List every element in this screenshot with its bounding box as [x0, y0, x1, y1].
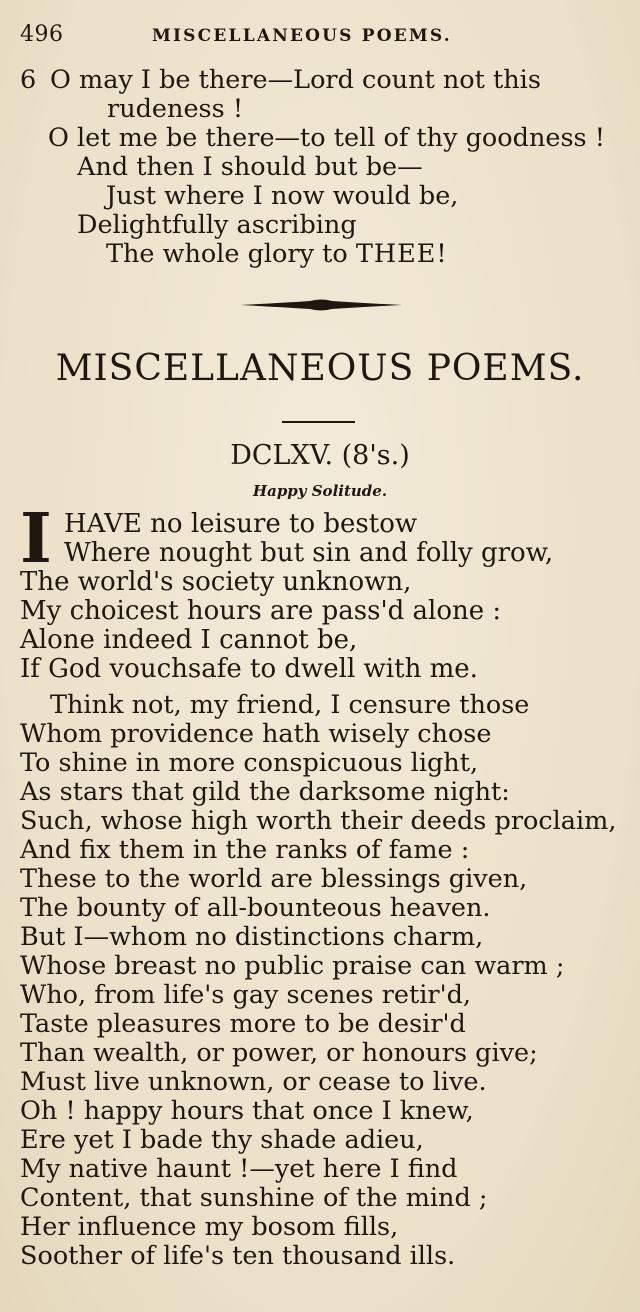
poem-line: Think not, my friend, I censure those [50, 690, 530, 720]
poem-line: My choicest hours are pass'd alone : [20, 596, 502, 626]
opening-word: HAVE [64, 509, 142, 539]
ornamental-rule [240, 297, 402, 313]
poem-line: The world's society unknown, [20, 567, 412, 597]
verse-line: 6 O may I be there—Lord count not this [20, 65, 541, 95]
divider [282, 421, 355, 423]
poem-line: If God vouchsafe to dwell with me. [20, 654, 478, 684]
poem-line: Where nought but sin and folly grow, [64, 538, 554, 568]
verse-line: O let me be there—to tell of thy goodness ! [48, 123, 605, 153]
poem-line: Than wealth, or power, or honours give; [20, 1038, 538, 1068]
poem-line: Oh ! happy hours that once I knew, [20, 1096, 474, 1126]
drop-cap: I [20, 499, 52, 579]
poem-line: As stars that gild the darksome night: [20, 777, 510, 807]
page-number: 496 [20, 22, 64, 47]
poem-line: To shine in more conspicuous light, [20, 748, 479, 778]
poem-line: HAVE no leisure to bestow [64, 509, 418, 539]
verse-line: Just where I now would be, [106, 181, 459, 211]
verse-line: The whole glory to THEE! [106, 239, 447, 269]
verse-line: Delightfully ascribing [77, 210, 357, 240]
verse-line: And then I should but be— [77, 152, 423, 182]
poem-line: Such, whose high worth their deeds proclaim, [20, 806, 617, 836]
section-title: MISCELLANEOUS POEMS. [55, 348, 585, 389]
poem-line: But I—whom no distinctions charm, [20, 922, 484, 952]
hymn-number: DCLXV. (8's.) [230, 440, 410, 471]
hymn-subtitle: Happy Solitude. [252, 482, 388, 500]
poem-line: Whose breast no public praise can warm ; [20, 951, 565, 981]
poem-line: Her influence my bosom fills, [20, 1212, 399, 1242]
poem-line: Taste pleasures more to be desir'd [20, 1009, 466, 1039]
poem-line: And fix them in the ranks of fame : [20, 835, 470, 865]
poem-line: Must live unknown, or cease to live. [20, 1067, 487, 1097]
verse-number: 6 [20, 65, 37, 95]
verse-line: rudeness ! [107, 94, 244, 124]
poem-line: Ere yet I bade thy shade adieu, [20, 1125, 424, 1155]
poem-line: These to the world are blessings given, [20, 864, 528, 894]
poem-line: My native haunt !—yet here I find [20, 1154, 458, 1184]
running-head: MISCELLANEOUS POEMS. [152, 26, 452, 46]
poem-line: Soother of life's ten thousand ills. [20, 1241, 456, 1271]
poem-line: Who, from life's gay scenes retir'd, [20, 980, 472, 1010]
page-header [20, 22, 620, 52]
poem-line: The bounty of all-bounteous heaven. [20, 893, 491, 923]
poem-line: Whom providence hath wisely chose [20, 719, 492, 749]
emphasis-word: THEE [355, 239, 437, 269]
poem-line: Alone indeed I cannot be, [20, 625, 358, 655]
poem-line: Content, that sunshine of the mind ; [20, 1183, 488, 1213]
